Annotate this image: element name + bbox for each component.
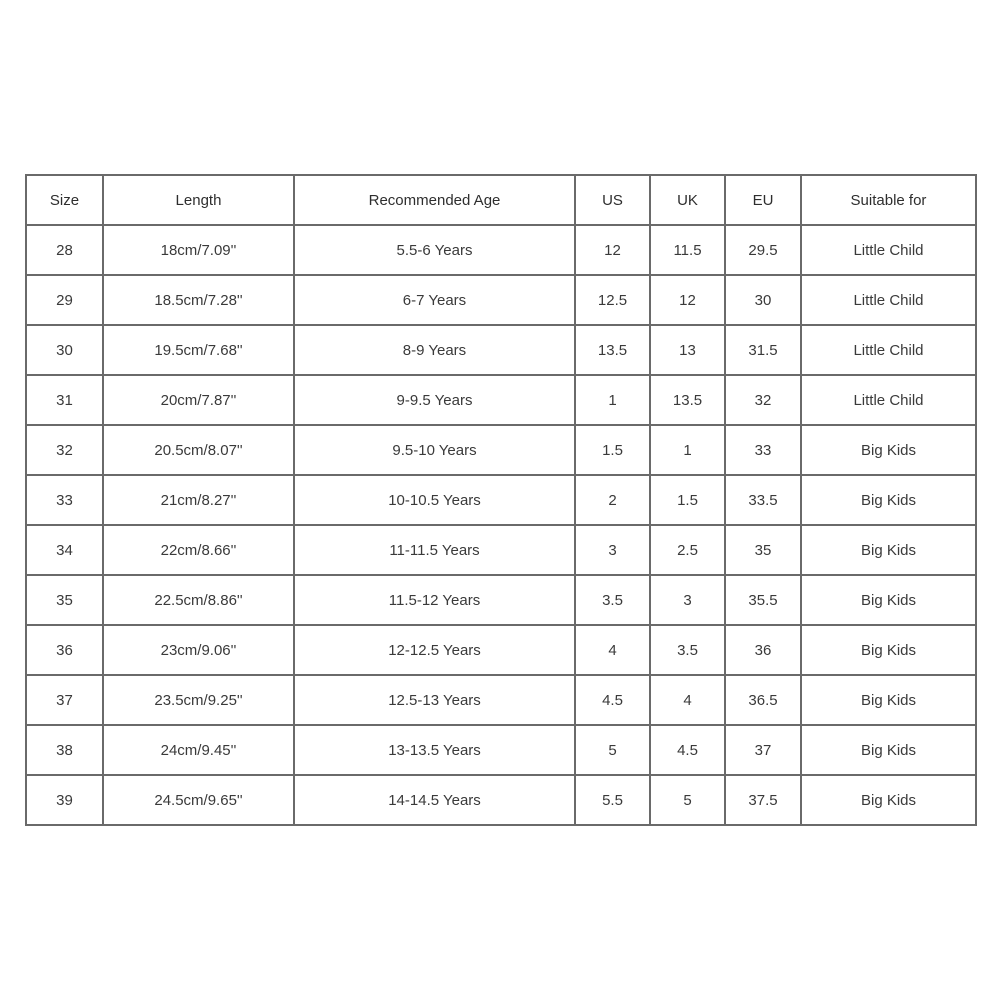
cell-eu: 30 xyxy=(725,275,801,325)
cell-recommended-age: 13-13.5 Years xyxy=(294,725,575,775)
cell-recommended-age: 11-11.5 Years xyxy=(294,525,575,575)
cell-uk: 4 xyxy=(650,675,725,725)
cell-recommended-age: 12.5-13 Years xyxy=(294,675,575,725)
cell-eu: 32 xyxy=(725,375,801,425)
cell-uk: 12 xyxy=(650,275,725,325)
cell-eu: 33 xyxy=(725,425,801,475)
cell-size: 39 xyxy=(26,775,103,825)
cell-eu: 31.5 xyxy=(725,325,801,375)
cell-size: 35 xyxy=(26,575,103,625)
cell-length: 23.5cm/9.25'' xyxy=(103,675,294,725)
cell-eu: 33.5 xyxy=(725,475,801,525)
cell-uk: 4.5 xyxy=(650,725,725,775)
cell-uk: 2.5 xyxy=(650,525,725,575)
cell-recommended-age: 12-12.5 Years xyxy=(294,625,575,675)
cell-recommended-age: 9-9.5 Years xyxy=(294,375,575,425)
cell-suitable-for: Little Child xyxy=(801,225,976,275)
cell-suitable-for: Big Kids xyxy=(801,725,976,775)
cell-eu: 29.5 xyxy=(725,225,801,275)
cell-uk: 11.5 xyxy=(650,225,725,275)
cell-us: 1.5 xyxy=(575,425,650,475)
cell-length: 20cm/7.87'' xyxy=(103,375,294,425)
cell-us: 4.5 xyxy=(575,675,650,725)
cell-recommended-age: 11.5-12 Years xyxy=(294,575,575,625)
cell-suitable-for: Big Kids xyxy=(801,775,976,825)
cell-recommended-age: 10-10.5 Years xyxy=(294,475,575,525)
cell-suitable-for: Big Kids xyxy=(801,525,976,575)
cell-eu: 35 xyxy=(725,525,801,575)
cell-suitable-for: Big Kids xyxy=(801,625,976,675)
cell-eu: 37 xyxy=(725,725,801,775)
table-row xyxy=(26,225,976,275)
cell-eu: 35.5 xyxy=(725,575,801,625)
table-row xyxy=(26,325,976,375)
cell-us: 1 xyxy=(575,375,650,425)
cell-suitable-for: Big Kids xyxy=(801,575,976,625)
table-body xyxy=(26,225,976,825)
cell-us: 13.5 xyxy=(575,325,650,375)
cell-uk: 13.5 xyxy=(650,375,725,425)
header-recommended-age: Recommended Age xyxy=(294,175,575,225)
cell-length: 20.5cm/8.07'' xyxy=(103,425,294,475)
header-us: US xyxy=(575,175,650,225)
table-row xyxy=(26,375,976,425)
cell-recommended-age: 5.5-6 Years xyxy=(294,225,575,275)
cell-size: 34 xyxy=(26,525,103,575)
cell-us: 3 xyxy=(575,525,650,575)
cell-uk: 5 xyxy=(650,775,725,825)
cell-recommended-age: 9.5-10 Years xyxy=(294,425,575,475)
cell-size: 33 xyxy=(26,475,103,525)
cell-length: 22cm/8.66'' xyxy=(103,525,294,575)
cell-size: 30 xyxy=(26,325,103,375)
cell-length: 22.5cm/8.86'' xyxy=(103,575,294,625)
cell-length: 24cm/9.45'' xyxy=(103,725,294,775)
header-size: Size xyxy=(26,175,103,225)
cell-size: 32 xyxy=(26,425,103,475)
header-eu: EU xyxy=(725,175,801,225)
cell-us: 12.5 xyxy=(575,275,650,325)
cell-length: 23cm/9.06'' xyxy=(103,625,294,675)
cell-recommended-age: 6-7 Years xyxy=(294,275,575,325)
cell-uk: 13 xyxy=(650,325,725,375)
cell-size: 28 xyxy=(26,225,103,275)
cell-size: 37 xyxy=(26,675,103,725)
cell-uk: 3.5 xyxy=(650,625,725,675)
table-row xyxy=(26,475,976,525)
table-row xyxy=(26,675,976,725)
cell-suitable-for: Big Kids xyxy=(801,475,976,525)
cell-uk: 1 xyxy=(650,425,725,475)
header-length: Length xyxy=(103,175,294,225)
cell-us: 5.5 xyxy=(575,775,650,825)
cell-size: 38 xyxy=(26,725,103,775)
cell-length: 24.5cm/9.65'' xyxy=(103,775,294,825)
cell-us: 4 xyxy=(575,625,650,675)
cell-length: 21cm/8.27'' xyxy=(103,475,294,525)
cell-size: 31 xyxy=(26,375,103,425)
cell-uk: 1.5 xyxy=(650,475,725,525)
cell-eu: 36.5 xyxy=(725,675,801,725)
size-chart-table xyxy=(25,174,977,826)
cell-us: 3.5 xyxy=(575,575,650,625)
table-row xyxy=(26,725,976,775)
cell-us: 5 xyxy=(575,725,650,775)
cell-suitable-for: Little Child xyxy=(801,325,976,375)
table-row xyxy=(26,425,976,475)
cell-eu: 37.5 xyxy=(725,775,801,825)
cell-us: 12 xyxy=(575,225,650,275)
cell-us: 2 xyxy=(575,475,650,525)
cell-recommended-age: 14-14.5 Years xyxy=(294,775,575,825)
table-header-row xyxy=(26,175,976,225)
cell-size: 36 xyxy=(26,625,103,675)
cell-suitable-for: Little Child xyxy=(801,375,976,425)
cell-length: 18cm/7.09'' xyxy=(103,225,294,275)
cell-uk: 3 xyxy=(650,575,725,625)
table-row xyxy=(26,625,976,675)
table-row xyxy=(26,775,976,825)
cell-suitable-for: Big Kids xyxy=(801,675,976,725)
cell-suitable-for: Little Child xyxy=(801,275,976,325)
cell-size: 29 xyxy=(26,275,103,325)
cell-recommended-age: 8-9 Years xyxy=(294,325,575,375)
cell-suitable-for: Big Kids xyxy=(801,425,976,475)
table-row xyxy=(26,275,976,325)
cell-eu: 36 xyxy=(725,625,801,675)
header-uk: UK xyxy=(650,175,725,225)
cell-length: 19.5cm/7.68'' xyxy=(103,325,294,375)
table-row xyxy=(26,575,976,625)
table-row xyxy=(26,525,976,575)
header-suitable-for: Suitable for xyxy=(801,175,976,225)
cell-length: 18.5cm/7.28'' xyxy=(103,275,294,325)
